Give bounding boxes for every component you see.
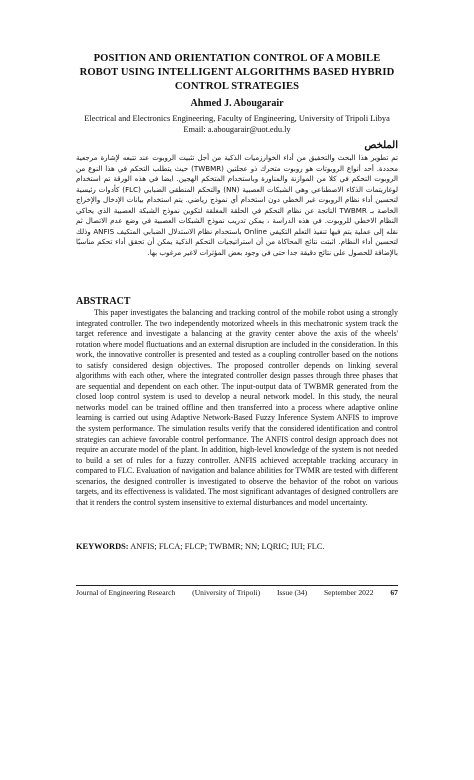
footer-issue: Issue (34) <box>276 588 308 597</box>
author-name: Ahmed J. Abougarair <box>190 98 284 109</box>
title-line: POSITION AND ORIENTATION CONTROL OF A MOBILE <box>93 53 381 64</box>
keywords-label: KEYWORDS: <box>76 542 129 551</box>
arabic-abstract-text: تم تطوير هذا البحث والتحقيق من أداء الخوارزميات الذكية من أجل تثبيت الروبوت عند تتبعه لإشارة مرجعية محددة. أحد أنواع الروبوتات هو روبوت متحرك ذو عجلتين (TWBMR) حيث يتطلب التحكم في هذا النوع من الروبوت التحكم في كلا من الموازنة والمناورة وباستخدام المتحكم الهجين. ايضا في هذه الورقة تم استخدام لوغاريتمات الذكاء الاصطناعي وهي الشبكات العصبية (NN) والتحكم المنطقي الضبابي (FLC) كأدوات رئيسية لتحسين أداء نظام الروبوت غير الخطي دون استخدام أي نموذج رياضي. يتم استخدام بيانات الإدخال والإخراج الخاصة بـ TWBMR الناتجة عن نظام التحكم في الحلقة المغلقة لتكوين نموذج الشبكة العصبية الذي يحاكي النظام الاخطي للروبوت. في هذه الدراسة ، يمكن تدريب نموذج الشبكات العصبية في وضع عدم الاتصال ثم نقله إلى عملية يتم فيها تنفيذ التعلم التكيفي Online باستخدام نظام الاستدلال الضبابي المتكيف ANFIS وذلك لتحسين أداء النظام. اثبتت نتائج المحاكاة من أن استراتيجيات التحكم الذكية يمكن أن تحقق أداء تحكم مناسبًا بالإضافة للحصول على نتائج دقيقة جدا حتى في وجود بعض المؤثرات لاغير مرغوب بها. <box>76 153 399 257</box>
page-number: 67 <box>390 588 398 597</box>
abstract-heading: ABSTRACT <box>76 296 131 307</box>
paper-title <box>40 52 434 94</box>
abstract-text: This paper investigates the balancing and tracking control of the mobile robot using a strongly integrated controller. The two independently motorized wheels in this mechatronic system track the target reference and investigate a balancing at the gravity center above the axis of the wheels' rotation where model fluctuations and an external disruption are included in the consideration. In this work, the innovative controller is presented and tested as a coupling controller based on the notions to satisfy considered design objectives. The proposed controller depends on linking several algorithms with each other, where the integrated controller design passes through three phases that are sequential and dependent on each other. The input-output data of TWBMR generated from the closed loop control system is used to develop a neural network model. In this study, the neural networks model can be trained offline and then transferred into a process where adaptive online learning is carried out using Adaptive Network-Based Fuzzy Inference System ANFIS to improve the system performance. The simulation results verify that the considered identification and control strategies can achieve favorable control performance. The ANFIS control design approach does not require an accurate model of the plant. In addition, high-level knowledge of the system is not needed to build a set of rules for a fuzzy controller. ANFIS achieved acceptable tracking accuracy in compared to FLC. Evaluation of navigation and balance abilities for TWMR are tested with different scenarios, the designed controller is investigated to observe the behavior of the robot on various targets, and its effectiveness is validated. The most significant advantages of designed controllers are that it renders the control system insensitive to external disturbances and model uncertainty. <box>76 308 398 507</box>
keywords-line <box>76 541 398 552</box>
title-line: CONTROL STRATEGIES <box>174 81 300 92</box>
keywords-list: ANFIS; FLCA; FLCP; TWBMR; NN; LQRIC; IUI; FLC. <box>130 542 325 551</box>
footer-university: (University of Tripoli) <box>192 588 261 597</box>
footer-date: September 2022 <box>323 588 374 597</box>
author-affiliation: Electrical and Electronics Engineering, Faculty of Engineering, University of Tripoli Libya <box>84 114 390 123</box>
title-line: ROBOT USING INTELLIGENT ALGORITHMS BASED HYBRID <box>79 67 395 78</box>
footer-journal: Journal of Engineering Research <box>76 588 176 597</box>
page-footer <box>76 588 398 598</box>
arabic-abstract-heading: الملخص <box>364 140 398 151</box>
footer-divider <box>76 585 398 586</box>
author-email: Email: a.abougarair@uot.edu.ly <box>183 125 291 134</box>
